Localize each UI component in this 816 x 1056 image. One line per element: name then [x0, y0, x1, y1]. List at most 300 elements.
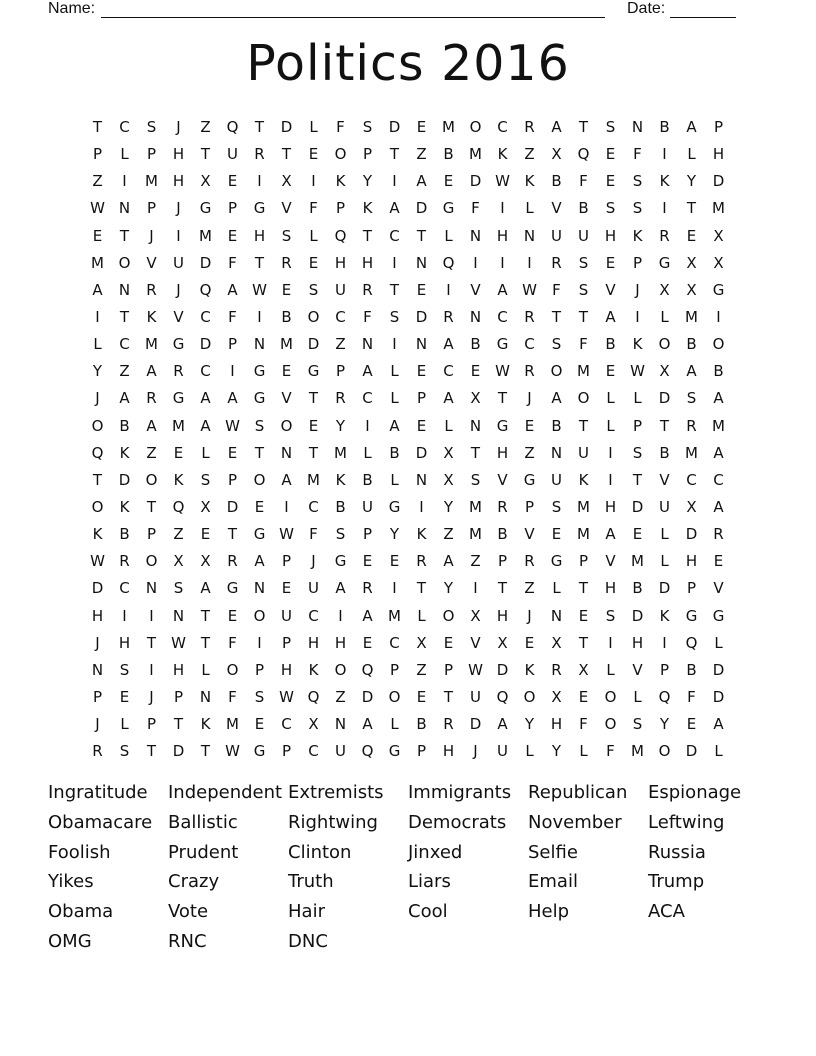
grid-letter: C — [524, 335, 535, 354]
grid-letter: H — [496, 226, 509, 245]
grid-letter: T — [173, 715, 184, 734]
name-blank-line[interactable] — [101, 2, 605, 18]
grid-letter: I — [338, 606, 343, 625]
grid-letter: L — [363, 443, 372, 462]
grid-letter: N — [550, 606, 563, 625]
grid-letter: J — [527, 389, 532, 408]
grid-letter: Y — [362, 172, 373, 191]
grid-letter: W — [225, 416, 240, 435]
grid-letter: I — [284, 497, 289, 516]
word-list-item: Immigrants — [408, 782, 512, 803]
date-label: Date: — [627, 0, 666, 17]
grid-letter: F — [363, 307, 372, 326]
name-label: Name: — [48, 0, 96, 17]
grid-letter: H — [496, 443, 509, 462]
grid-letter: A — [146, 416, 157, 435]
grid-letter: C — [443, 362, 454, 381]
grid-letter: K — [92, 525, 103, 544]
grid-letter: B — [281, 307, 292, 326]
grid-letter: D — [685, 525, 698, 544]
grid-letter: G — [388, 497, 401, 516]
grid-letter: A — [497, 715, 508, 734]
grid-letter: I — [149, 606, 154, 625]
grid-letter: S — [551, 497, 562, 516]
grid-letter: T — [119, 226, 130, 245]
grid-letter: I — [257, 633, 262, 652]
grid-letter: R — [443, 307, 454, 326]
grid-letter: V — [605, 280, 616, 299]
grid-letter: J — [176, 280, 181, 299]
grid-letter: J — [95, 715, 100, 734]
grid-letter: K — [524, 660, 535, 679]
grid-letter: E — [686, 226, 697, 245]
grid-letter: E — [227, 226, 238, 245]
grid-letter: H — [712, 145, 725, 164]
grid-letter: X — [200, 552, 211, 571]
grid-letter: X — [686, 253, 697, 272]
grid-letter: O — [577, 389, 590, 408]
grid-letter: A — [605, 307, 616, 326]
grid-letter: P — [92, 145, 103, 164]
grid-letter: A — [362, 715, 373, 734]
grid-letter: E — [119, 687, 130, 706]
grid-letter: L — [390, 389, 399, 408]
grid-letter: X — [659, 280, 670, 299]
grid-letter: H — [685, 552, 698, 571]
grid-letter: M — [226, 715, 239, 734]
grid-letter: T — [308, 443, 319, 462]
grid-letter: N — [523, 226, 536, 245]
grid-letter: A — [389, 416, 400, 435]
grid-letter: I — [257, 307, 262, 326]
grid-letter: C — [308, 606, 319, 625]
grid-letter: Y — [389, 525, 400, 544]
grid-letter: O — [145, 552, 158, 571]
grid-letter: P — [146, 199, 157, 218]
grid-letter: L — [660, 552, 669, 571]
grid-letter: U — [227, 145, 238, 164]
grid-letter: P — [416, 389, 427, 408]
grid-letter: D — [415, 443, 428, 462]
grid-letter: U — [362, 497, 373, 516]
grid-letter: O — [469, 118, 482, 136]
grid-letter: H — [253, 226, 266, 245]
grid-letter: E — [443, 172, 454, 191]
grid-letter: P — [335, 362, 346, 381]
grid-letter: H — [280, 660, 293, 679]
grid-letter: D — [496, 660, 509, 679]
date-field[interactable] — [627, 0, 736, 18]
grid-letter: U — [470, 687, 481, 706]
grid-letter: X — [443, 470, 454, 489]
grid-letter: G — [685, 606, 698, 625]
grid-letter: G — [496, 335, 509, 354]
grid-letter: P — [497, 552, 508, 571]
grid-letter: W — [90, 199, 105, 218]
grid-letter: L — [687, 145, 696, 164]
grid-letter: D — [712, 660, 725, 679]
grid-letter: D — [415, 199, 428, 218]
word-list-item: Rightwing — [288, 811, 378, 833]
grid-letter: G — [253, 389, 266, 408]
grid-letter: E — [389, 552, 400, 571]
word-list-item: Vote — [168, 901, 209, 923]
grid-letter: C — [119, 118, 130, 136]
grid-letter: E — [92, 226, 103, 245]
grid-letter: L — [714, 742, 723, 761]
grid-letter: H — [361, 253, 374, 272]
grid-letter: N — [415, 253, 428, 272]
grid-letter: G — [712, 280, 725, 299]
word-list-item: Liars — [408, 871, 451, 893]
grid-letter: V — [470, 633, 481, 652]
grid-letter: S — [686, 389, 697, 408]
grid-letter: T — [497, 389, 508, 408]
grid-letter: M — [577, 525, 590, 544]
grid-letter: N — [550, 443, 563, 462]
grid-letter: V — [281, 199, 292, 218]
grid-letter: S — [254, 687, 265, 706]
grid-letter: X — [659, 362, 670, 381]
grid-letter: C — [281, 715, 292, 734]
grid-letter: J — [149, 687, 154, 706]
grid-letter: R — [227, 552, 238, 571]
grid-letter: S — [389, 307, 400, 326]
grid-letter: B — [443, 145, 454, 164]
grid-letter: Q — [496, 687, 509, 706]
grid-letter: X — [713, 253, 724, 272]
grid-letter: Q — [658, 687, 671, 706]
grid-letter: Z — [173, 525, 184, 544]
grid-letter: N — [172, 606, 185, 625]
grid-letter: H — [172, 660, 185, 679]
grid-letter: T — [146, 633, 157, 652]
grid-letter: A — [92, 280, 103, 299]
grid-letter: J — [176, 199, 181, 218]
grid-letter: M — [307, 470, 320, 489]
grid-letter: B — [362, 470, 373, 489]
grid-letter: Y — [686, 172, 697, 191]
grid-letter: E — [470, 362, 481, 381]
word-list-item: Ingratitude — [48, 782, 148, 803]
grid-letter: X — [200, 497, 211, 516]
grid-letter: J — [95, 389, 100, 408]
grid-letter: K — [632, 335, 643, 354]
grid-letter: T — [308, 389, 319, 408]
grid-letter: A — [362, 362, 373, 381]
grid-letter: P — [227, 470, 238, 489]
grid-letter: R — [686, 416, 697, 435]
grid-letter: I — [635, 307, 640, 326]
date-blank-line[interactable] — [670, 2, 736, 18]
grid-letter: E — [416, 118, 427, 136]
grid-letter: W — [279, 525, 294, 544]
grid-letter: E — [254, 715, 265, 734]
grid-letter: T — [254, 118, 265, 136]
grid-letter: W — [522, 280, 537, 299]
word-list-item: ACA — [648, 901, 685, 923]
grid-letter: O — [280, 416, 293, 435]
grid-letter: V — [551, 199, 562, 218]
grid-letter: S — [605, 606, 616, 625]
grid-letter: R — [524, 362, 535, 381]
grid-letter: T — [389, 280, 400, 299]
word-list-item: Hair — [288, 901, 325, 923]
name-field[interactable] — [48, 0, 605, 18]
grid-letter: T — [578, 307, 589, 326]
grid-letter: M — [469, 497, 482, 516]
grid-letter: M — [712, 199, 725, 218]
grid-letter: I — [95, 307, 100, 326]
grid-letter: W — [279, 687, 294, 706]
grid-letter: A — [605, 525, 616, 544]
grid-letter: C — [119, 335, 130, 354]
grid-letter: B — [389, 443, 400, 462]
grid-letter: H — [334, 253, 347, 272]
grid-letter: L — [444, 226, 453, 245]
grid-letter: T — [227, 525, 238, 544]
grid-letter: S — [200, 470, 211, 489]
grid-letter: U — [551, 226, 562, 245]
grid-letter: D — [172, 742, 185, 761]
grid-letter: U — [173, 253, 184, 272]
grid-letter: E — [713, 552, 724, 571]
grid-letter: I — [392, 335, 397, 354]
grid-letter: O — [523, 687, 536, 706]
grid-letter: O — [388, 687, 401, 706]
page-title: Politics 2016 — [246, 35, 570, 92]
grid-letter: X — [551, 145, 562, 164]
grid-letter: R — [497, 497, 508, 516]
grid-letter: J — [527, 606, 532, 625]
grid-letter: P — [524, 497, 535, 516]
grid-letter: I — [419, 497, 424, 516]
grid-letter: Y — [659, 715, 670, 734]
grid-letter: P — [713, 118, 724, 136]
grid-letter: N — [469, 416, 482, 435]
grid-letter: P — [173, 687, 184, 706]
grid-letter: F — [633, 145, 642, 164]
grid-letter: Q — [685, 633, 698, 652]
grid-letter: X — [686, 497, 697, 516]
grid-letter: P — [632, 416, 643, 435]
grid-letter: S — [470, 470, 481, 489]
grid-letter: H — [118, 633, 131, 652]
grid-letter: F — [606, 742, 615, 761]
grid-letter: P — [146, 715, 157, 734]
grid-letter: D — [91, 579, 104, 598]
grid-letter: U — [659, 497, 670, 516]
grid-letter: I — [122, 172, 127, 191]
grid-letter: A — [443, 552, 454, 571]
grid-letter: R — [362, 579, 373, 598]
grid-letter: W — [495, 362, 510, 381]
grid-letter: C — [686, 470, 697, 489]
grid-letter: N — [361, 335, 374, 354]
grid-letter: C — [200, 307, 211, 326]
grid-letter: D — [307, 335, 320, 354]
grid-letter: J — [311, 552, 316, 571]
grid-letter: G — [712, 606, 725, 625]
grid-letter: C — [497, 307, 508, 326]
grid-letter: T — [578, 416, 589, 435]
grid-letter: D — [199, 253, 212, 272]
grid-letter: H — [442, 742, 455, 761]
grid-letter: H — [604, 226, 617, 245]
grid-letter: M — [172, 416, 185, 435]
grid-letter: Q — [226, 118, 239, 136]
grid-letter: E — [524, 633, 535, 652]
word-list-item: Obama — [48, 901, 114, 923]
grid-letter: A — [497, 280, 508, 299]
grid-letter: I — [608, 470, 613, 489]
grid-letter: S — [254, 416, 265, 435]
grid-letter: L — [390, 362, 399, 381]
grid-letter: G — [307, 362, 320, 381]
grid-letter: E — [281, 579, 292, 598]
grid-letter: Y — [443, 497, 454, 516]
grid-letter: S — [335, 525, 346, 544]
grid-letter: X — [551, 687, 562, 706]
grid-letter: R — [362, 280, 373, 299]
grid-letter: V — [470, 280, 481, 299]
grid-letter: O — [307, 307, 320, 326]
grid-letter: F — [228, 633, 237, 652]
word-list-item: Ballistic — [168, 811, 238, 833]
grid-letter: T — [578, 579, 589, 598]
grid-letter: D — [388, 118, 401, 136]
grid-letter: D — [712, 687, 725, 706]
grid-letter: E — [605, 362, 616, 381]
grid-letter: L — [525, 742, 534, 761]
grid-letter: D — [658, 389, 671, 408]
grid-letter: U — [281, 606, 292, 625]
grid-letter: T — [416, 226, 427, 245]
grid-letter: E — [605, 172, 616, 191]
grid-letter: G — [253, 742, 266, 761]
grid-letter: Z — [119, 362, 130, 381]
grid-letter: W — [468, 660, 483, 679]
word-list-item: Cool — [408, 901, 448, 923]
grid-letter: C — [308, 742, 319, 761]
grid-letter: U — [497, 742, 508, 761]
grid-letter: A — [713, 715, 724, 734]
grid-letter: I — [500, 199, 505, 218]
word-list-item: Republican — [528, 782, 628, 803]
grid-letter: K — [416, 525, 427, 544]
grid-letter: K — [659, 606, 670, 625]
grid-letter: K — [173, 470, 184, 489]
grid-letter: K — [497, 145, 508, 164]
grid-letter: R — [281, 253, 292, 272]
grid-letter: A — [551, 389, 562, 408]
grid-letter: N — [253, 335, 266, 354]
grid-letter: M — [388, 606, 401, 625]
grid-letter: N — [415, 335, 428, 354]
grid-letter: F — [579, 715, 588, 734]
grid-letter: N — [253, 579, 266, 598]
grid-letter: K — [524, 172, 535, 191]
grid-letter: E — [281, 280, 292, 299]
grid-letter: E — [416, 362, 427, 381]
grid-letter: K — [119, 497, 130, 516]
grid-letter: O — [226, 660, 239, 679]
grid-letter: G — [550, 552, 563, 571]
grid-letter: T — [200, 633, 211, 652]
grid-letter: G — [226, 579, 239, 598]
word-list-item: Extremists — [288, 782, 384, 803]
grid-letter: M — [631, 742, 644, 761]
grid-letter: R — [146, 389, 157, 408]
grid-letter: A — [119, 389, 130, 408]
grid-letter: J — [176, 118, 181, 136]
grid-letter: B — [713, 362, 724, 381]
grid-letter: T — [254, 253, 265, 272]
grid-letter: H — [172, 145, 185, 164]
grid-letter: E — [578, 606, 589, 625]
grid-letter: C — [200, 362, 211, 381]
grid-letter: X — [551, 633, 562, 652]
grid-letter: Q — [334, 226, 347, 245]
grid-letter: N — [91, 660, 104, 679]
grid-letter: T — [443, 687, 454, 706]
grid-letter: I — [608, 443, 613, 462]
grid-letter: Z — [524, 443, 535, 462]
grid-letter: F — [336, 118, 345, 136]
grid-letter: D — [226, 497, 239, 516]
grid-letter: L — [444, 416, 453, 435]
grid-letter: K — [308, 660, 319, 679]
grid-letter: R — [524, 552, 535, 571]
grid-letter: A — [443, 389, 454, 408]
word-list-item: Selfie — [528, 841, 578, 863]
grid-letter: B — [605, 335, 616, 354]
grid-letter: L — [606, 660, 615, 679]
grid-letter: E — [443, 633, 454, 652]
grid-letter: P — [362, 525, 373, 544]
grid-letter: R — [659, 226, 670, 245]
grid-letter: Z — [416, 660, 427, 679]
grid-letter: D — [361, 687, 374, 706]
grid-letter: Q — [442, 253, 455, 272]
grid-letter: L — [201, 660, 210, 679]
grid-letter: X — [173, 552, 184, 571]
grid-letter: R — [335, 389, 346, 408]
grid-letter: L — [201, 443, 210, 462]
grid-letter: T — [92, 470, 103, 489]
grid-letter: L — [606, 389, 615, 408]
grid-letter: H — [604, 497, 617, 516]
grid-letter: O — [118, 253, 131, 272]
grid-letter: T — [470, 443, 481, 462]
grid-letter: W — [225, 742, 240, 761]
grid-letter: S — [119, 660, 130, 679]
grid-letter: E — [524, 416, 535, 435]
word-list-item: Espionage — [648, 782, 742, 803]
grid-letter: E — [308, 416, 319, 435]
grid-letter: I — [662, 145, 667, 164]
grid-letter: N — [280, 443, 293, 462]
grid-letter: K — [200, 715, 211, 734]
grid-letter: A — [551, 118, 562, 136]
grid-letter: B — [632, 579, 643, 598]
grid-letter: I — [473, 579, 478, 598]
grid-letter: P — [632, 253, 643, 272]
grid-letter: G — [253, 199, 266, 218]
grid-letter: J — [635, 280, 640, 299]
grid-letter: L — [660, 525, 669, 544]
grid-letter: S — [605, 118, 616, 136]
